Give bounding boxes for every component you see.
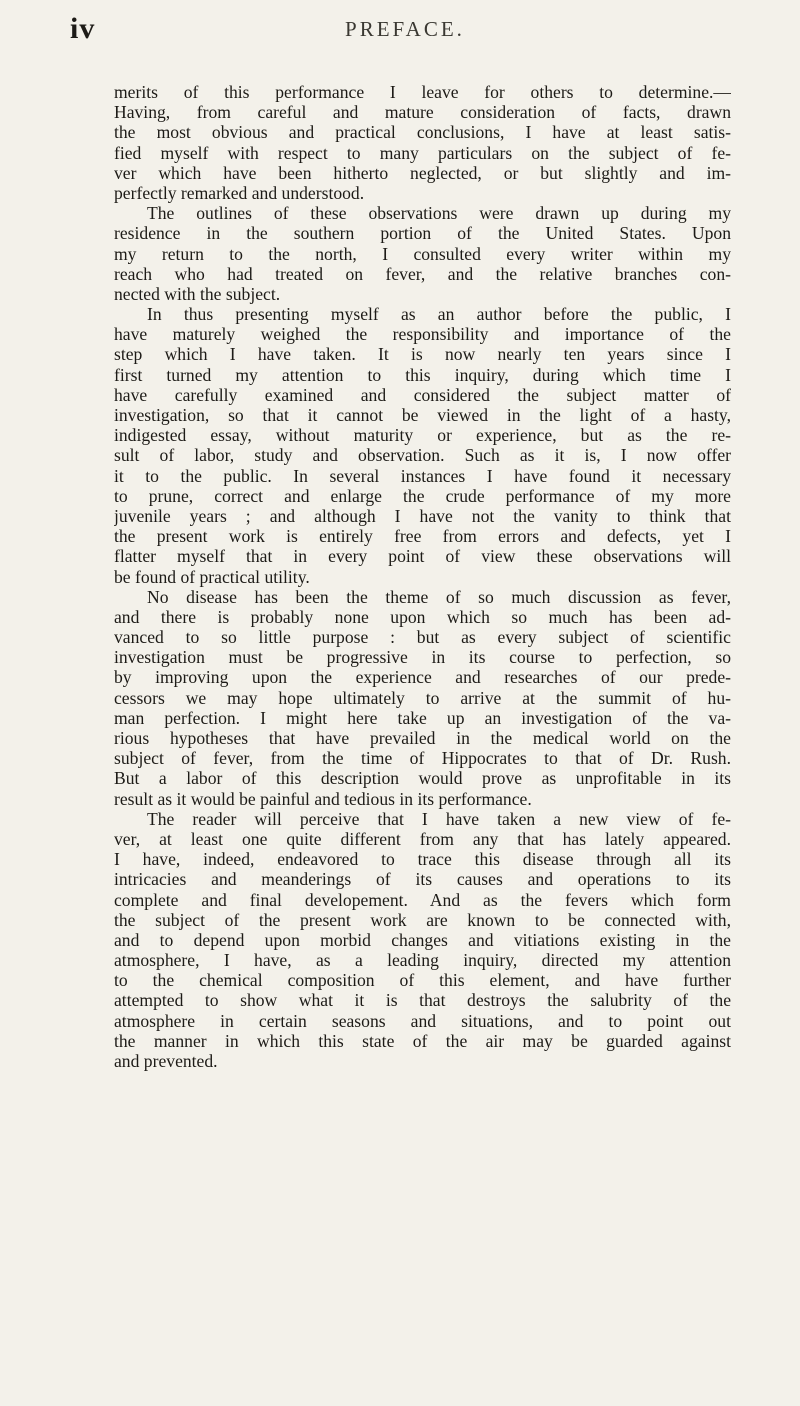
running-title: PREFACE. bbox=[345, 17, 465, 41]
text-line: vanced to so little purpose : but as every subject of scientific bbox=[114, 627, 731, 648]
text-line: my return to the north, I consulted every writer within my bbox=[114, 243, 731, 264]
text-line: be found of practical utility. bbox=[114, 566, 310, 587]
text-line: first turned my attention to this inquiry, during which time I bbox=[114, 364, 731, 385]
text-line: have carefully examined and considered the subject matter of bbox=[114, 384, 731, 405]
text-line: by improving upon the experience and researches of our prede- bbox=[114, 667, 731, 688]
text-line: In thus presenting myself as an author before the public, I bbox=[147, 304, 731, 325]
text-line: perfectly remarked and understood. bbox=[114, 182, 365, 203]
running-head bbox=[70, 12, 740, 52]
text-line: complete and final developement. And as the fevers which form bbox=[114, 889, 731, 910]
text-line: to prune, correct and enlarge the crude performance of my more bbox=[114, 485, 731, 506]
page-number: iv bbox=[70, 12, 96, 45]
text-line: atmosphere in certain seasons and situations, and to point out bbox=[114, 1010, 731, 1031]
text-line: I have, indeed, endeavored to trace this disease through all its bbox=[114, 849, 731, 870]
text-line: merits of this performance I leave for others to determine.— bbox=[114, 82, 731, 102]
text-line: and to depend upon morbid changes and vitiations existing in the bbox=[114, 929, 731, 950]
text-line: investigation, so that it cannot be viewed in the light of a hasty, bbox=[114, 405, 731, 425]
text-line: juvenile years ; and although I have not the vanity to think that bbox=[114, 505, 731, 526]
text-line: But a labor of this description would prove as unprofitable in its bbox=[114, 768, 731, 789]
text-line: step which I have taken. It is now nearly ten years since I bbox=[114, 344, 731, 365]
text-line: nected with the subject. bbox=[114, 283, 281, 304]
text-line: and prevented. bbox=[114, 1051, 218, 1071]
text-line: to the chemical composition of this element, and have further bbox=[114, 970, 731, 991]
text-line: the present work is entirely free from errors and defects, yet I bbox=[114, 526, 731, 547]
preface-body-text bbox=[114, 82, 731, 1071]
text-line: cessors we may hope ultimately to arrive at the summit of hu- bbox=[114, 687, 731, 708]
text-line: flatter myself that in every point of view these observations will bbox=[114, 546, 731, 567]
text-line: man perfection. I might here take up an investigation of the va- bbox=[114, 707, 731, 728]
text-line: the subject of the present work are known to be connected with, bbox=[114, 909, 731, 930]
text-line: residence in the southern portion of the United States. Upon bbox=[114, 223, 731, 244]
text-line: result as it would be painful and tedious in its performance. bbox=[114, 788, 532, 809]
text-line: the manner in which this state of the air may be guarded against bbox=[114, 1030, 731, 1051]
text-line: ver which have been hitherto neglected, or but slightly and im- bbox=[114, 162, 731, 183]
text-line: have maturely weighed the responsibility and importance of the bbox=[114, 324, 731, 345]
text-line: atmosphere, I have, as a leading inquiry, directed my attention bbox=[114, 950, 731, 971]
text-line: The reader will perceive that I have taken a new view of fe- bbox=[147, 808, 731, 829]
text-line: rious hypotheses that have prevailed in the medical world on the bbox=[114, 728, 731, 748]
text-line: reach who had treated on fever, and the relative branches con- bbox=[114, 263, 731, 284]
text-line: and there is probably none upon which so much has been ad- bbox=[114, 606, 731, 627]
text-line: subject of fever, from the time of Hippocrates to that of Dr. Rush. bbox=[114, 748, 731, 769]
text-line: investigation must be progressive in its course to perfection, so bbox=[114, 647, 731, 668]
text-line: fied myself with respect to many particulars on the subject of fe- bbox=[114, 142, 731, 163]
text-line: it to the public. In several instances I have found it necessary bbox=[114, 465, 731, 486]
text-line: the most obvious and practical conclusions, I have at least satis- bbox=[114, 122, 731, 143]
text-line: ver, at least one quite different from any that has lately appeared. bbox=[114, 828, 731, 849]
text-line: indigested essay, without maturity or experience, but as the re- bbox=[114, 425, 731, 446]
text-line: sult of labor, study and observation. Such as it is, I now offer bbox=[114, 445, 731, 466]
text-line: intricacies and meanderings of its causes and operations to its bbox=[114, 869, 731, 890]
text-line: The outlines of these observations were drawn up during my bbox=[147, 203, 731, 224]
text-line: Having, from careful and mature consideration of facts, drawn bbox=[114, 102, 731, 123]
text-line: attempted to show what it is that destroys the salubrity of the bbox=[114, 990, 731, 1011]
text-line: No disease has been the theme of so much discussion as fever, bbox=[147, 586, 731, 607]
